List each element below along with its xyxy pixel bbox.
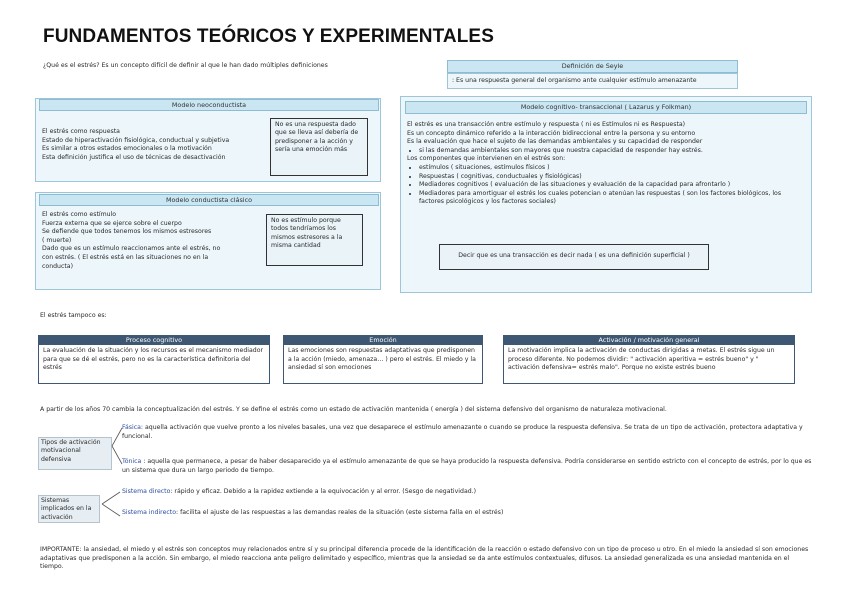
emocion-header: Emoción: [284, 336, 482, 345]
neoconductista-line: Es similar a otros estados emocionales o la motivación: [42, 145, 212, 153]
activacion-header: Activación / motivación general: [504, 336, 794, 345]
cognitivo-line: El estrés es una transacción entre estímulo y respuesta ( ni es Estímulos ni es Respuesta): [407, 121, 686, 128]
sistemas-bracket: [100, 488, 122, 520]
indirecto-item: [122, 509, 722, 518]
cognitivo-line: Es la evaluación que hace el sujeto de las demandas ambientales y su capacidad de responder: [407, 138, 703, 146]
conductista-line: con estrés. ( El estrés está en las situaciones no en la: [42, 253, 209, 261]
directo-item: [122, 488, 722, 497]
neoconductista-line: Estado de hiperactivación fisiológica, conductual y subjetiva: [42, 136, 230, 144]
directo-text: : rápido y eficaz. Debido a la rapidez extiende a la equivocación y al error. (Sesgo de negatividad.): [170, 488, 477, 495]
conductista-lines: [42, 211, 270, 271]
emocion-card: [283, 335, 483, 384]
conductista-header: Modelo conductista clásico: [39, 194, 379, 206]
neoconductista-note: No es una respuesta dado que se lleva así debería de predisponer a la acción y sería una emoción más: [270, 118, 368, 176]
sistemas-label: Sistemas implicados en la activación: [38, 495, 100, 523]
conductista-line: Dado que es un estímulo reaccionamos ante el estrés, no: [42, 245, 221, 253]
component-item: • Mediadores cognitivos ( evaluación de las situaciones y evaluación de la capacidad para afrontarlo ): [419, 181, 807, 190]
conductista-line: El estrés como estímulo: [42, 211, 117, 218]
selye-text: : Es una respuesta general del organismo ante cualquier estímulo amenazante: [452, 77, 697, 84]
conductista-note: No es estímulo porque todos tendríamos los mismos estresores a la misma cantidad: [266, 214, 363, 266]
tampoco-heading: El estrés tampoco es:: [40, 312, 107, 319]
cognitivo-header: Modelo cognitivo- transaccional ( Lazarus y Folkman): [405, 101, 807, 114]
tonica-term: Tónica: [122, 458, 142, 465]
tonica-item: [122, 458, 812, 475]
proceso-card: [38, 335, 270, 384]
cognitivo-content: [407, 121, 807, 207]
selye-definition: [447, 60, 738, 89]
indirecto-term: Sistema indirecto: [122, 509, 177, 516]
intro-text: ¿Qué es el estrés? Es un concepto difícil de definir al que le han dado múltiples definiciones: [43, 62, 328, 69]
component-item: • Mediadores para amortiguar el estrés los cuales potencian o atenúan las respuestas ( son los factores biológicos, los factores psicológicos y los factores sociales): [419, 190, 807, 207]
page-title: FUNDAMENTOS TEÓRICOS Y EXPERIMENTALES: [43, 26, 494, 47]
indirecto-text: : facilita el ajuste de las respuestas a las demandas reales de la situación (este sistema falla en el estrés): [176, 509, 504, 516]
directo-term: Sistema directo: [122, 488, 171, 495]
component-item: • Respuestas ( cognitivas, conductuales y fisiológicas): [419, 173, 807, 182]
proceso-header: Proceso cognitivo: [39, 336, 269, 345]
activacion-card: [503, 335, 795, 384]
conductista-line: Fuerza externa que se ejerce sobre el cuerpo: [42, 219, 182, 227]
components-intro: Los componentes que intervienen en el estrés son:: [407, 155, 566, 163]
neoconductista-header: Modelo neoconductista: [39, 99, 379, 111]
neoconductista-lines: [42, 128, 267, 162]
conductista-line: conducta): [42, 262, 73, 270]
fasica-text: aquella activación que vuelve pronto a los niveles basales, una vez que desaparece el estímulo amenazante o cuando se produce la respuesta defensiva. Se trata de un tipo de activación, protectora adaptativa y funcional.: [122, 424, 803, 440]
cognitivo-line: Es un concepto dinámico referido a la interacción bidireccional entre la persona y su entorno: [407, 129, 696, 137]
tipos-label: Tipos de activación motivacional defensiva: [38, 437, 112, 470]
fasica-item: [122, 424, 810, 441]
cognitivo-note: Decir que es una transacción es decir nada ( es una definición superficial ): [439, 244, 709, 270]
neoconductista-line: El estrés como respuesta: [42, 128, 120, 135]
neoconductista-line: Esta definición justifica el uso de técnicas de desactivación: [42, 153, 226, 161]
selye-header: Definición de Seyle: [447, 60, 738, 73]
partir-text: A partir de los años 70 cambia la conceptualización del estrés. Y se define el estrés como un estado de activación mantenida ( energía ) del sistema defensivo del organismo de naturaleza motivacional.: [40, 406, 667, 413]
conductista-line: ( muerte): [42, 236, 72, 244]
fasica-term: Fásica:: [122, 424, 144, 431]
cognitivo-bullet: • si las demandas ambientales son mayores que nuestra capacidad de responder hay estrés.: [419, 147, 807, 156]
activacion-text: La motivación implica la activación de conductas dirigidas a metas. El estrés sigue un proceso diferente. No podemos dividir: " activación aperitiva = estrés bueno" y " activación defensiva= estrés malo". Porque no existe estrés bueno: [508, 347, 775, 372]
importante-text: IMPORTANTE: la ansiedad, el miedo y el estrés son conceptos muy relacionados entre sí y su principal diferencia procede de la identificación de la reacción o estado defensivo con un tipo de proceso u otro. En el miedo la ansiedad sí son emociones adaptativas que predisponen a la acción. Sin embargo, el miedo reacciona ante peligro delimitado y específico, mientras que la ansiedad se da ante estímulos contextuales, difusos. La ansiedad generalizada es una ansiedad mantenida en el tiempo.: [40, 546, 809, 571]
component-item: • estímulos ( situaciones, estímulos físicos ): [419, 164, 807, 173]
tonica-text: : aquella que permanece, a pesar de haber desaparecido ya el estímulo amenazante de que se haya producido la respuesta defensiva. Podría considerarse en sentido estricto con el concepto de estrés, por lo que es un sistema que dura un largo periodo de tiempo.: [122, 458, 812, 474]
proceso-text: La evaluación de la situación y los recursos es el mecanismo mediador para que se dé el estrés, pero no es la característica definitoria del estrés: [43, 347, 264, 372]
emocion-text: Las emociones son respuestas adaptativas que predisponen a la acción (miedo, amenaza… ) pero el estrés. El miedo y la ansiedad sí son emociones: [288, 347, 476, 372]
conductista-line: Se defiende que todos tenemos los mismos estresores: [42, 228, 212, 236]
